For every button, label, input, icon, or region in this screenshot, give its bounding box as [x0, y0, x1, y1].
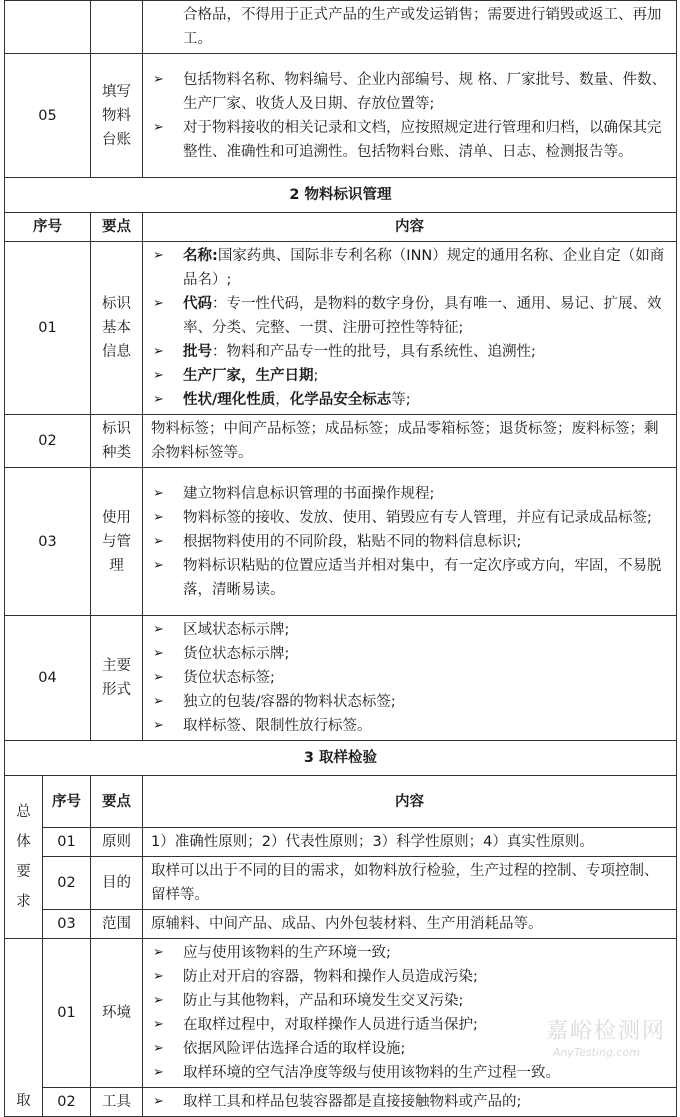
row-content: [143, 242, 677, 415]
table-row: [5, 415, 677, 468]
row-number: 02: [5, 415, 91, 468]
row-key: 使用与管理: [91, 468, 143, 616]
watermark-en: AnyTesting.com: [552, 1046, 640, 1059]
row-number: 05: [5, 54, 91, 178]
table-row: [5, 1088, 677, 1117]
row-content: [143, 468, 677, 616]
row-number: 02: [43, 857, 91, 910]
row-key: 目的: [91, 857, 143, 910]
arrow-icon: ➢: [153, 646, 164, 661]
list-item: ➢ 依据风险评估选择合适的取样设施;: [151, 1037, 670, 1061]
list-item: ➢ 取样工具和样品包装容器都是直接接触物料或产品的;: [151, 1090, 670, 1114]
row-number: 03: [43, 910, 91, 939]
header-content: 内容: [143, 776, 677, 828]
list-item: ➢ 建立物料信息标识管理的书面操作规程;: [151, 482, 670, 506]
list-item: ➢ 名称:国家药典、国际非专利名称（INN）规定的通用名称、企业自定（如商品名）;: [151, 244, 670, 292]
row-number: 01: [43, 828, 91, 857]
row-key: 范围: [91, 910, 143, 939]
table-row: [5, 828, 677, 857]
arrow-icon: ➢: [153, 1065, 164, 1080]
header-num: 序号: [43, 776, 91, 828]
arrow-icon: ➢: [153, 248, 164, 263]
arrow-icon: ➢: [153, 119, 164, 135]
list-item: ➢ 批号：物料和产品专一性的批号，具有系统性、追溯性;: [151, 340, 670, 364]
table-row: [5, 54, 677, 178]
list-item: ➢ 代码：专一性代码，是物料的数字身份，具有唯一、通用、易记、扩展、效率、分类、完整、一贯、注册可控性等特征;: [151, 292, 670, 340]
arrow-icon: ➢: [153, 557, 164, 573]
list-item: ➢ 包括物料名称、物料编号、企业内部编号、规 格、厂家批号、数量、件数、生产厂家、收货人及日期、存放位置等;: [151, 68, 670, 116]
list-item: ➢ 性状/理化性质，化学品安全标志等;: [151, 388, 670, 412]
watermark: 嘉峪检测网: [545, 1019, 666, 1044]
row-key: 填写物料台账: [91, 54, 143, 178]
list-item: ➢ 独立的包装/容器的物料状态标签;: [151, 690, 670, 714]
list-item: ➢ 货位状态标签;: [151, 666, 670, 690]
row-number: 03: [5, 468, 91, 616]
table-row: [5, 616, 677, 741]
arrow-icon: ➢: [153, 1017, 164, 1032]
header-key: 要点: [91, 213, 143, 242]
row-content: 1）准确性原则；2）代表性原则；3）科学性原则；4）真实性原则。: [143, 828, 677, 857]
header-content: 内容: [143, 213, 677, 242]
list-item: ➢ 根据物料使用的不同阶段，粘贴不同的物料信息标识;: [151, 530, 670, 554]
arrow-icon: ➢: [153, 945, 164, 960]
header-key: 要点: [91, 776, 143, 828]
row-number: 04: [5, 616, 91, 741]
fragment-row: [5, 1, 677, 54]
header-row: [5, 776, 677, 828]
header-row: [5, 213, 677, 242]
table-row: [5, 242, 677, 415]
table-row: [5, 468, 677, 616]
arrow-icon: ➢: [153, 485, 164, 501]
list-item: ➢ 对于物料接收的相关记录和文档，应按照规定进行管理和归档，以确保其完整性、准确性和可追溯性。包括物料台账、清单、日志、检测报告等。: [151, 116, 670, 164]
list-item: ➢ 防止对开启的容器，物料和操作人员造成污染;: [151, 965, 670, 989]
row-number: 02: [43, 1088, 91, 1117]
row-number: 01: [5, 242, 91, 415]
row-content: [143, 1088, 677, 1117]
arrow-icon: ➢: [153, 694, 164, 709]
section-title: 2 物料标识管理: [5, 178, 677, 213]
table-row: [5, 857, 677, 910]
row-content: 物料标签；中间产品标签；成品标签；成品零箱标签；退货标签；废料标签；剩余物料标签等。: [143, 415, 677, 468]
row-key: 主要形式: [91, 616, 143, 741]
arrow-icon: ➢: [153, 718, 164, 733]
row-key: 环境: [91, 939, 143, 1088]
list-item: ➢ 区域状态标示牌;: [151, 618, 670, 642]
list-item: ➢ 防止与其他物料，产品和环境发生交叉污染;: [151, 989, 670, 1013]
arrow-icon: ➢: [153, 622, 164, 637]
arrow-icon: ➢: [153, 71, 164, 87]
section-title: 3 取样检验: [5, 741, 677, 776]
list-item: ➢ 应与使用该物料的生产环境一致;: [151, 941, 670, 965]
arrow-icon: ➢: [153, 993, 164, 1008]
arrow-icon: ➢: [153, 509, 164, 525]
arrow-icon: ➢: [153, 392, 164, 407]
row-number: 01: [43, 939, 91, 1088]
list-item: ➢ 生产厂家，生产日期;: [151, 364, 670, 388]
row-key: 原则: [91, 828, 143, 857]
main-table: [4, 0, 677, 1117]
section-title-row: [5, 178, 677, 213]
arrow-icon: ➢: [153, 969, 164, 984]
list-item: ➢ 货位状态标示牌;: [151, 642, 670, 666]
header-num: 序号: [5, 213, 91, 242]
row-content: 原辅料、中间产品、成品、内外包装材料、生产用消耗品等。: [143, 910, 677, 939]
list-item: ➢ 在取样过程中，对取样操作人员进行适当保护;: [151, 1013, 670, 1037]
arrow-icon: ➢: [153, 296, 164, 311]
arrow-icon: ➢: [153, 344, 164, 359]
row-content: 取样可以出于不同的目的需求，如物料放行检验，生产过程的控制、专项控制、留样等。: [143, 857, 677, 910]
arrow-icon: ➢: [153, 368, 164, 383]
list-item: ➢ 物料标签的接收、发放、使用、销毁应有专人管理，并应有记录成品标签;: [151, 506, 670, 530]
table-row: [5, 910, 677, 939]
list-item: ➢ 取样标签、限制性放行标签。: [151, 714, 670, 738]
arrow-icon: ➢: [153, 533, 164, 549]
list-item: ➢ 物料标识粘贴的位置应适当并相对集中，有一定次序或方向，牢固，不易脱落，清晰易读。: [151, 554, 670, 602]
section-title-row: [5, 741, 677, 776]
arrow-icon: ➢: [153, 1041, 164, 1056]
arrow-icon: ➢: [153, 670, 164, 685]
table-row: [5, 939, 677, 1088]
fragment-text: 合格品，不得用于正式产品的生产或发运销售；需要进行销毁或返工、再加工。: [143, 1, 677, 54]
group-label: 取: [5, 939, 43, 1117]
list-item: ➢ 取样环境的空气洁净度等级与使用该物料的生产过程一致。: [151, 1061, 670, 1085]
row-content: [143, 939, 677, 1088]
row-key: 标识种类: [91, 415, 143, 468]
row-key: 标识基本信息: [91, 242, 143, 415]
arrow-icon: ➢: [153, 1094, 164, 1109]
row-key: 工具: [91, 1088, 143, 1117]
row-content: [143, 54, 677, 178]
row-content: [143, 616, 677, 741]
group-label: 总体要求: [5, 776, 43, 939]
